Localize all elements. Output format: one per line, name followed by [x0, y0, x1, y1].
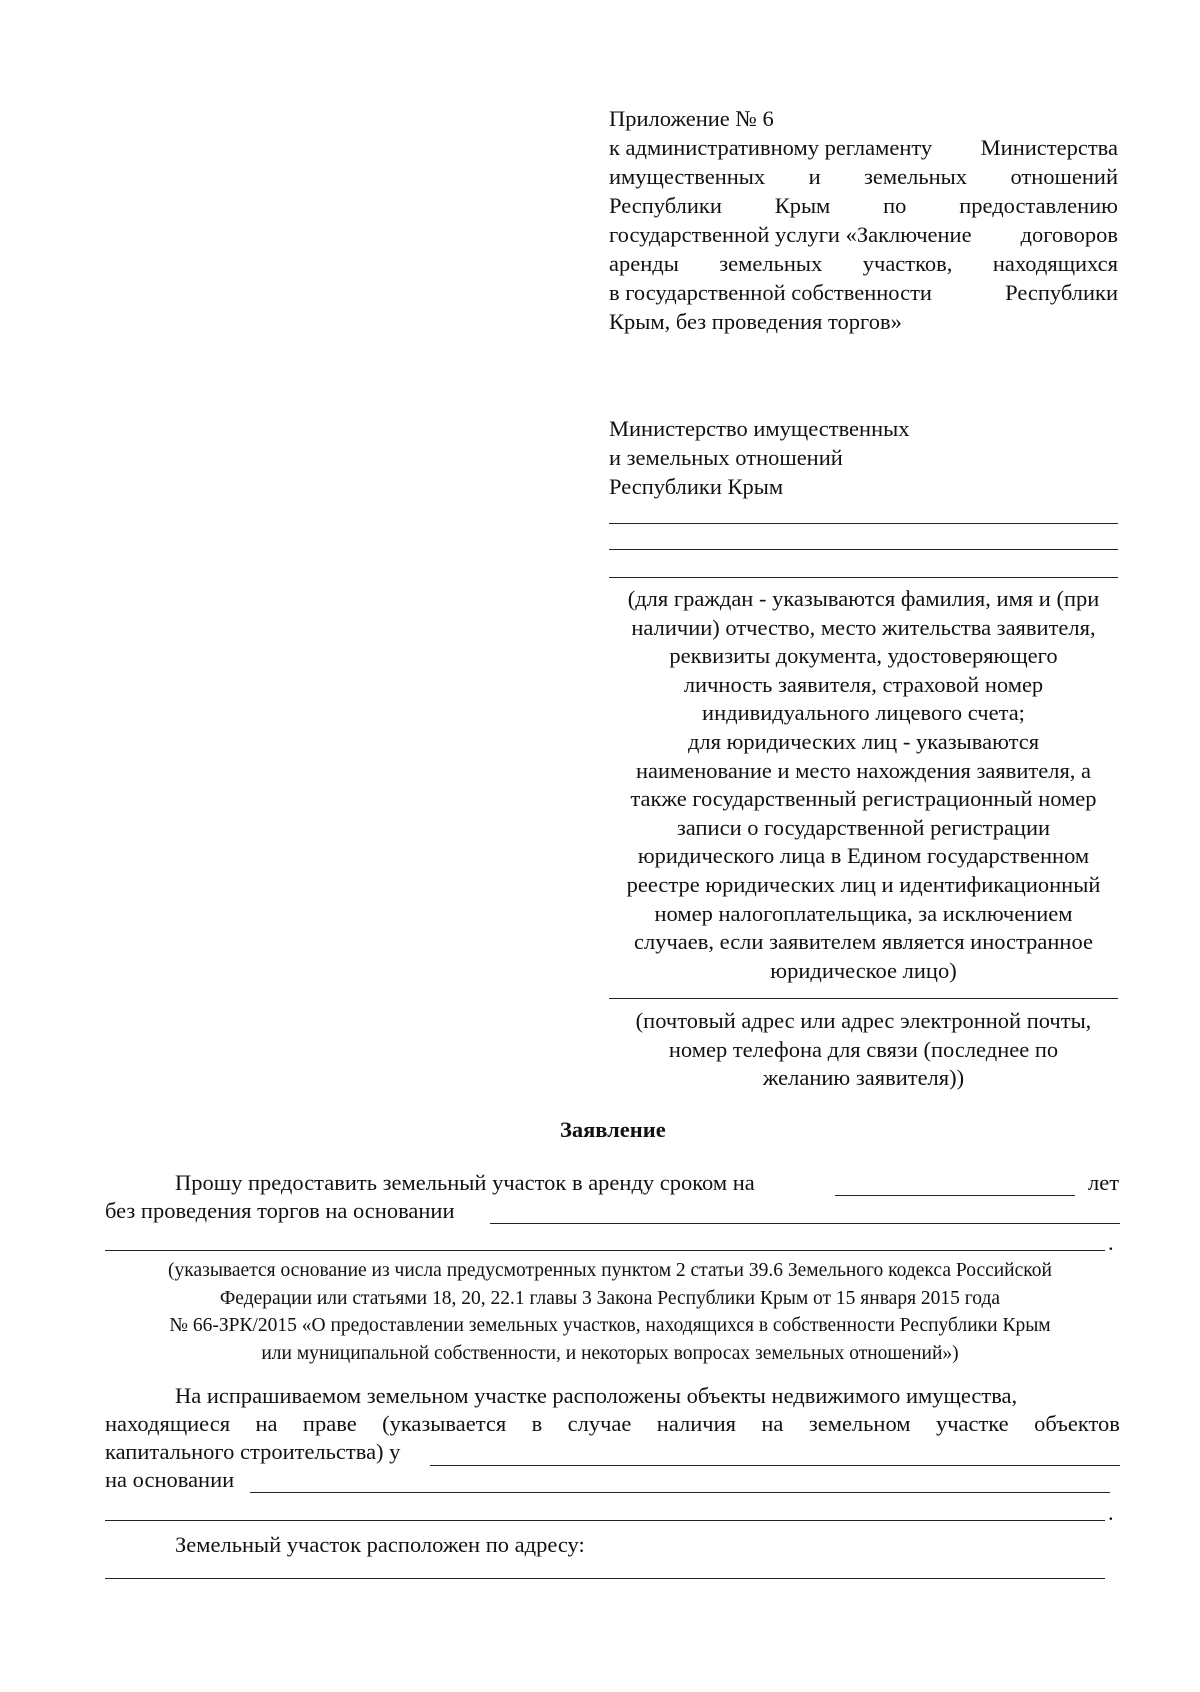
basis-field[interactable] — [490, 1223, 1120, 1224]
objects-line-2-row — [105, 1409, 1120, 1438]
applicant-hint-line: (для граждан - указываются фамилия, имя и (при — [627, 586, 1100, 611]
regulation-line — [609, 278, 1118, 307]
regulation-word: земельных — [864, 164, 968, 189]
contact-hint-line: номер телефона для связи (последнее по — [668, 1036, 1059, 1062]
objects-word: случае — [567, 1411, 632, 1436]
regulation-word: участков, — [862, 251, 953, 276]
applicant-hint-line: наименование и место нахождения заявителя, а — [635, 757, 1092, 783]
objects-word: земельном — [808, 1411, 911, 1436]
regulation-line — [609, 133, 1118, 162]
addressee-line: Министерство имущественных — [609, 416, 910, 441]
regulation-line — [609, 162, 1118, 191]
regulation-word: имущественных — [609, 164, 766, 189]
basis-label: без проведения торгов на основании — [105, 1198, 455, 1223]
regulation-word: аренды — [609, 251, 679, 276]
objects-word: участке — [935, 1411, 1009, 1436]
regulation-word: предоставлению — [959, 193, 1118, 218]
address-field[interactable] — [105, 1578, 1105, 1579]
regulation-word: находящихся — [992, 251, 1118, 276]
objects-word: в — [531, 1411, 543, 1436]
lease-years-field[interactable] — [835, 1195, 1075, 1196]
ownership-basis-field[interactable] — [250, 1492, 1110, 1493]
objects-line-1: На испрашиваемом земельном участке расположены объекты недвижимого имущества, — [175, 1383, 1018, 1408]
objects-word: находящиеся — [105, 1411, 231, 1436]
on-basis-label: на основании — [105, 1467, 235, 1492]
regulation-line — [609, 191, 1118, 220]
regulation-word: Крым — [774, 193, 831, 218]
applicant-hint-line: реестре юридических лиц и идентификационный — [626, 872, 1101, 897]
basis-hint-line: Федерации или статьями 18, 20, 22.1 главы 3 Закона Республики Крым от 15 января 2015 года — [219, 1287, 1001, 1309]
objects-line-3: капитального строительства) у — [105, 1439, 401, 1464]
contact-hint-line: желанию заявителя)) — [762, 1065, 965, 1090]
applicant-hint-line: наличии) отчество, место жительства заявителя, — [631, 614, 1096, 640]
regulation-word: земельных — [719, 251, 823, 276]
applicant-hint-line: личность заявителя, страховой номер — [683, 671, 1044, 697]
regulation-word: договоров — [1020, 222, 1118, 247]
objects-word: наличия — [656, 1411, 736, 1436]
basis-period: . — [1108, 1230, 1114, 1255]
basis-hint-line: № 66-ЗРК/2015 «О предоставлении земельных участков, находящихся в собственности Республики Крым — [169, 1315, 1051, 1336]
regulation-word: Республики — [1005, 280, 1118, 305]
contact-hint-line: (почтовый адрес или адрес электронной почты, — [635, 1008, 1092, 1033]
applicant-blank-line-3 — [609, 577, 1118, 578]
address-label: Земельный участок расположен по адресу: — [175, 1532, 585, 1557]
ownership-period: . — [1108, 1500, 1114, 1525]
regulation-word: к административному регламенту — [609, 135, 933, 160]
statement-title: Заявление — [560, 1117, 666, 1142]
basis-hint-line: или муниципальной собственности, и некоторых вопросах земельных отношений») — [261, 1342, 959, 1364]
regulation-word: по — [883, 193, 907, 218]
regulation-word: государственной услуги «Заключение — [609, 222, 972, 247]
objects-word: праве — [302, 1411, 357, 1436]
applicant-hint-line: записи о государственной регистрации — [676, 814, 1051, 840]
applicant-hint-line: реквизиты документа, удостоверяющего — [669, 643, 1058, 669]
objects-word: объектов — [1034, 1411, 1120, 1436]
applicant-hint-line: номер налогоплательщика, за исключением — [654, 900, 1073, 926]
applicant-hint-line: случаев, если заявителем является иностранное — [634, 929, 1093, 955]
applicant-hint-line: юридическое лицо) — [770, 957, 957, 983]
regulation-line — [609, 220, 1118, 249]
objects-word: на — [255, 1411, 278, 1436]
basis-field-continued[interactable] — [105, 1250, 1105, 1251]
regulation-word: отношений — [1010, 164, 1118, 189]
applicant-blank-line-1 — [609, 523, 1118, 524]
applicant-hint-line: индивидуального лицевого счета; — [702, 700, 1025, 726]
ownership-basis-field-continued[interactable] — [105, 1520, 1105, 1521]
regulation-last-line: Крым, без проведения торгов» — [609, 309, 902, 334]
contact-blank-line — [609, 998, 1118, 999]
appendix-title: Приложение № 6 — [609, 106, 774, 131]
basis-hint-line: (указывается основание из числа предусмотренных пунктом 2 статьи 39.6 Земельного кодекса Российской — [168, 1260, 1052, 1281]
addressee-line: и земельных отношений — [609, 445, 843, 470]
regulation-word: Республики — [609, 193, 722, 218]
regulation-word: Министерства — [980, 135, 1118, 160]
applicant-blank-line-2 — [609, 549, 1118, 550]
applicant-hint-line: юридического лица в Едином государственном — [637, 843, 1090, 869]
applicant-hint-line: также государственный регистрационный номер — [630, 786, 1097, 812]
years-label: лет — [1088, 1170, 1120, 1195]
regulation-line — [609, 249, 1118, 278]
regulation-word: и — [808, 164, 821, 189]
addressee-line: Республики Крым — [609, 474, 784, 499]
owner-field[interactable] — [430, 1465, 1120, 1466]
regulation-word: в государственной собственности — [609, 280, 932, 305]
objects-word: на — [761, 1411, 784, 1436]
objects-word: (указывается — [382, 1411, 507, 1436]
request-text: Прошу предоставить земельный участок в аренду сроком на — [175, 1170, 755, 1195]
applicant-hint-line: для юридических лиц - указываются — [687, 729, 1040, 754]
